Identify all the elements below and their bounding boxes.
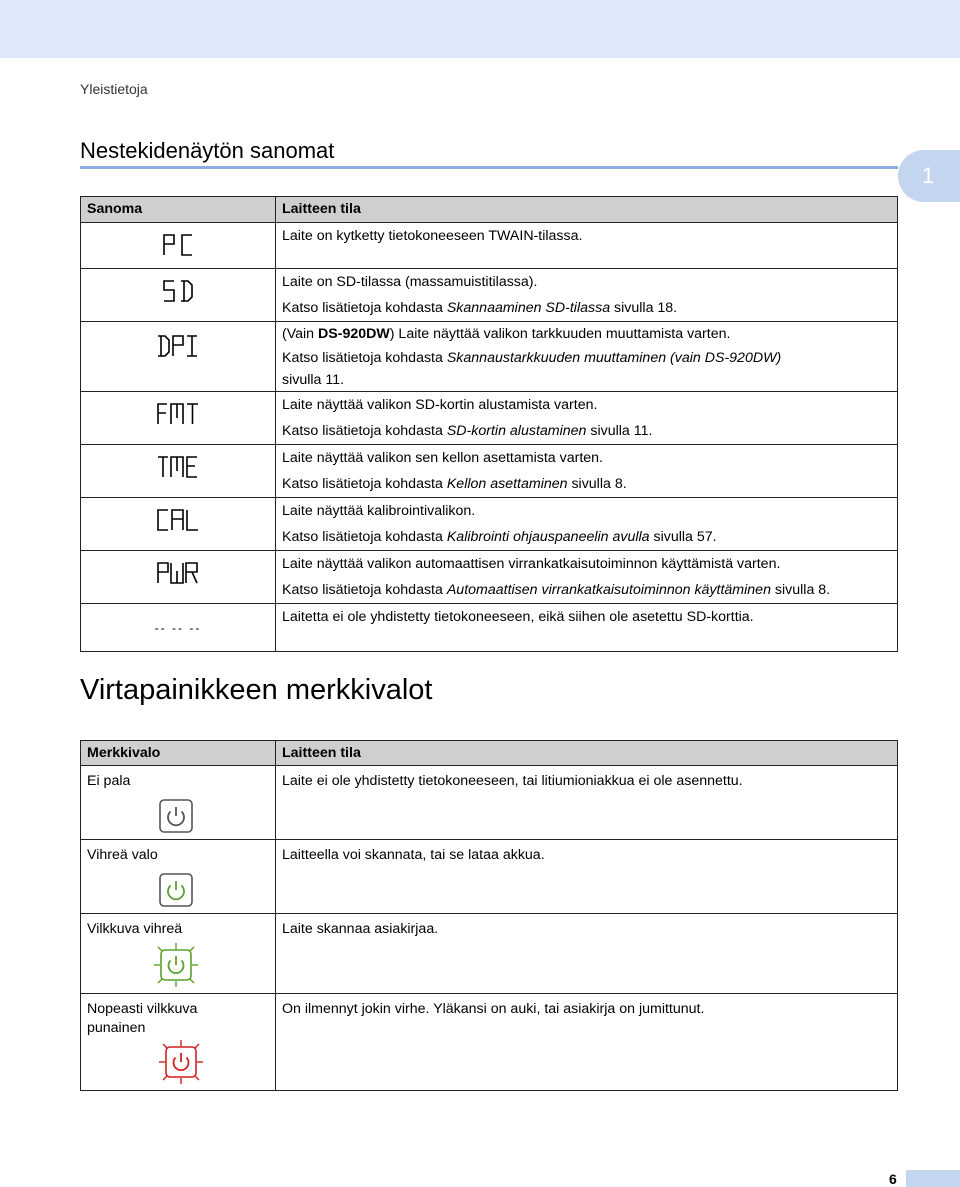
indicator-label: Nopeasti vilkkuva xyxy=(87,1001,198,1017)
status-text: Laitetta ei ole yhdistetty tietokoneeseen, eikä siihen ole asetettu SD-korttia. xyxy=(282,609,754,625)
table-row xyxy=(81,551,898,604)
status-text: Laite on SD-tilassa (massamuistitilassa). xyxy=(282,274,538,290)
reference-text: Katso lisätietoja kohdasta SD-kortin alustaminen sivulla 11. xyxy=(282,423,653,439)
reference-text: Katso lisätietoja kohdasta Kellon asettaminen sivulla 8. xyxy=(282,476,627,492)
table-row xyxy=(81,392,898,445)
lcd-dashes: -- -- -- xyxy=(154,621,202,635)
table-row xyxy=(81,498,898,551)
power-button-off-icon xyxy=(159,799,193,833)
table-row xyxy=(81,445,898,498)
status-cell: Laite skannaa asiakirjaa. xyxy=(276,914,898,994)
reference-page: sivulla 11. xyxy=(282,372,345,388)
page-number: 6 xyxy=(889,1171,897,1187)
indicator-cell xyxy=(81,766,276,840)
table-row xyxy=(81,766,898,840)
reference-text: Katso lisätietoja kohdasta Skannaaminen SD-tilassa sivulla 18. xyxy=(282,300,678,316)
lcd-fmt-icon xyxy=(156,402,200,426)
lcd-cell xyxy=(81,498,276,551)
col-header-indicator: Merkkivalo xyxy=(81,741,276,766)
power-button-blinking-red-icon xyxy=(159,1040,203,1084)
lcd-pwr-icon xyxy=(156,561,200,585)
chapter-number: 1 xyxy=(922,163,935,188)
lcd-sd-icon xyxy=(161,279,195,303)
lcd-cell xyxy=(81,604,276,652)
status-cell xyxy=(276,392,898,445)
table-header-row xyxy=(81,197,898,223)
lcd-messages-table xyxy=(80,196,898,652)
lcd-tme-icon xyxy=(156,455,200,479)
lcd-cell xyxy=(81,445,276,498)
lcd-cell xyxy=(81,223,276,269)
indicator-label: Vilkkuva vihreä xyxy=(87,921,183,937)
table-header-row xyxy=(81,741,898,766)
status-cell xyxy=(276,551,898,604)
col-header-status: Laitteen tila xyxy=(276,197,898,223)
status-text: Laite näyttää kalibrointivalikon. xyxy=(282,503,476,519)
reference-text: Katso lisätietoja kohdasta Automaattisen virrankatkaisutoiminnon käyttäminen sivulla 8. xyxy=(282,582,831,598)
lcd-dpi-icon xyxy=(156,334,200,358)
section-title-led: Virtapainikkeen merkkivalot xyxy=(80,674,433,706)
indicator-cell xyxy=(81,914,276,994)
lcd-cell xyxy=(81,269,276,322)
section-divider xyxy=(80,166,898,169)
status-text: Laite näyttää valikon automaattisen virrankatkaisutoiminnon käyttämistä varten. xyxy=(282,556,781,572)
power-button-green-icon xyxy=(159,873,193,907)
section-title-lcd: Nestekidenäytön sanomat xyxy=(80,138,335,163)
status-cell: Laite ei ole yhdistetty tietokoneeseen, tai litiumioniakkua ei ole asennettu. xyxy=(276,766,898,840)
status-text: (Vain DS-920DW) Laite näyttää valikon tarkkuuden muuttamista varten. xyxy=(282,326,731,342)
table-row xyxy=(81,840,898,914)
status-cell xyxy=(276,445,898,498)
page-number-bar xyxy=(906,1170,960,1187)
table-row xyxy=(81,223,898,269)
reference-text: Katso lisätietoja kohdasta Skannaustarkkuuden muuttaminen (vain DS-920DW) xyxy=(282,350,782,366)
table-row xyxy=(81,269,898,322)
breadcrumb: Yleistietoja xyxy=(80,81,148,97)
power-button-blinking-green-icon xyxy=(154,943,198,987)
status-cell: Laitteella voi skannata, tai se lataa akkua. xyxy=(276,840,898,914)
lcd-cell xyxy=(81,551,276,604)
indicator-label: Ei pala xyxy=(87,773,131,789)
status-cell xyxy=(276,269,898,322)
indicator-label: Vihreä valo xyxy=(87,847,158,863)
status-text: Laite näyttää valikon SD-kortin alustamista varten. xyxy=(282,397,598,413)
status-text: Laite on kytketty tietokoneeseen TWAIN-tilassa. xyxy=(282,228,583,244)
status-text: Laite näyttää valikon sen kellon asettamista varten. xyxy=(282,450,603,466)
col-header-status: Laitteen tila xyxy=(276,741,898,766)
lcd-cal-icon xyxy=(156,508,200,532)
table-row xyxy=(81,994,898,1091)
table-row xyxy=(81,322,898,392)
status-cell: On ilmennyt jokin virhe. Yläkansi on auki, tai asiakirja on jumittunut. xyxy=(276,994,898,1091)
indicator-cell xyxy=(81,994,276,1091)
power-indicator-table xyxy=(80,740,898,1091)
reference-text: Katso lisätietoja kohdasta Kalibrointi ohjauspaneelin avulla sivulla 57. xyxy=(282,529,717,545)
status-cell xyxy=(276,498,898,551)
status-cell xyxy=(276,223,898,269)
indicator-label: punainen xyxy=(87,1020,146,1036)
table-row xyxy=(81,914,898,994)
header-band xyxy=(0,0,960,58)
col-header-message: Sanoma xyxy=(81,197,276,223)
table-row xyxy=(81,604,898,652)
status-cell xyxy=(276,322,898,392)
status-cell xyxy=(276,604,898,652)
lcd-pc-icon xyxy=(161,233,195,257)
lcd-cell xyxy=(81,392,276,445)
lcd-cell xyxy=(81,322,276,392)
indicator-cell xyxy=(81,840,276,914)
